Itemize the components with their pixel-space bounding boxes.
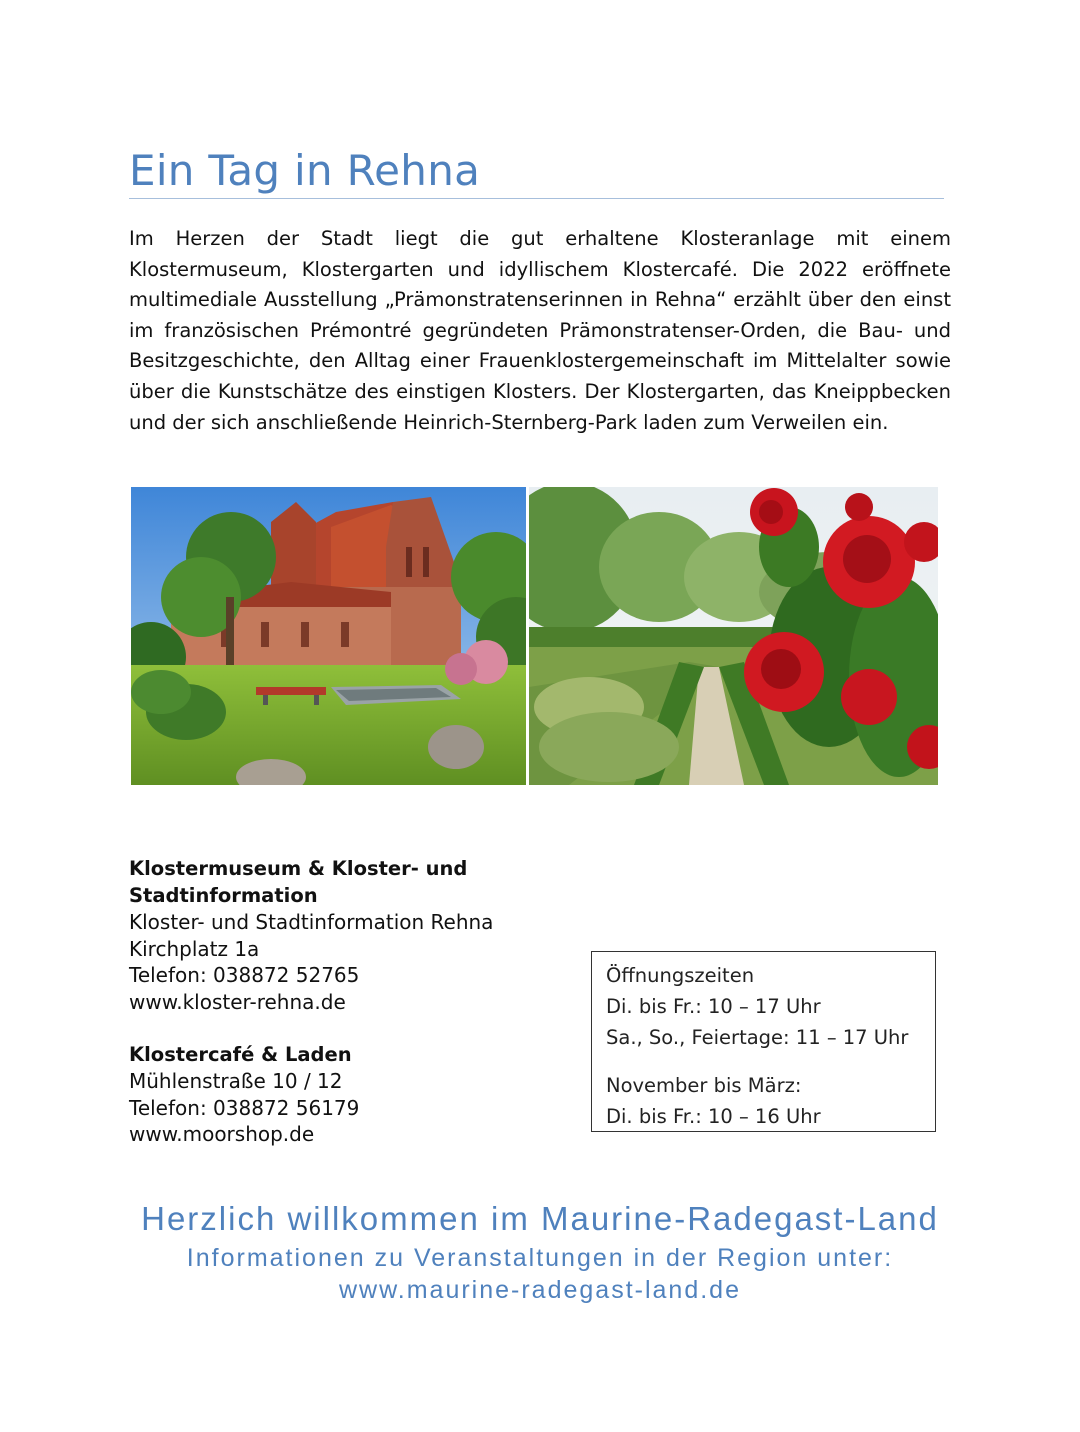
photo-row <box>131 487 938 785</box>
hours-weekend: Sa., So., Feiertage: 11 – 17 Uhr <box>606 1026 909 1049</box>
intro-paragraph: Im Herzen der Stadt liegt die gut erhaltene Klosteranlage mit einem Klostermuseum, Klostergarten und idyllischem Klostercafé. Die 2022 eröffnete multimediale Ausstellung „Prämonstratenserinnen in Rehna“ erzählt über den einst im französischen Prémontré gegründeten Prämonstratenser-Orden, die Bau- und Besitzgeschichte, den Alltag einer Frauenklostergemeinschaft im Mittelalter sowie über die Kunstschätze des einstigen Klosters. Der Klostergarten, das Kneippbecken und der sich anschließende Heinrich-Sternberg-Park laden zum Verweilen ein. <box>129 227 951 434</box>
cafe-phone: Telefon: 038872 56179 <box>129 1095 360 1120</box>
hours-winter-title: November bis März: <box>606 1074 802 1097</box>
museum-website-link[interactable]: www.kloster-rehna.de <box>129 989 346 1014</box>
museum-phone: Telefon: 038872 52765 <box>129 963 360 988</box>
hours-title: Öffnungszeiten <box>606 964 755 987</box>
page-title: Ein Tag in Rehna <box>129 146 481 196</box>
contact-block <box>129 856 649 1148</box>
cafe-heading: Klostercafé & Laden <box>129 1042 352 1066</box>
cafe-address: Mühlenstraße 10 / 12 <box>129 1069 343 1094</box>
opening-hours-box <box>591 951 936 1132</box>
title-divider <box>129 198 944 199</box>
hours-winter-weekdays: Di. bis Fr.: 10 – 16 Uhr <box>606 1105 821 1128</box>
garden-roses-photo <box>529 487 938 785</box>
monastery-photo <box>131 487 526 785</box>
welcome-footer <box>0 1196 1080 1306</box>
museum-heading: Klostermuseum & Kloster- und Stadtinformation <box>129 857 468 907</box>
museum-name: Kloster- und Stadtinformation Rehna <box>129 910 494 935</box>
hours-weekdays: Di. bis Fr.: 10 – 17 Uhr <box>606 995 821 1018</box>
museum-address: Kirchplatz 1a <box>129 936 260 961</box>
cafe-website-link[interactable]: www.moorshop.de <box>129 1122 315 1147</box>
welcome-heading: Herzlich willkommen im Maurine-Radegast-Land <box>141 1200 939 1237</box>
region-website-link[interactable]: www.maurine-radegast-land.de <box>338 1276 741 1304</box>
events-info: Informationen zu Veranstaltungen in der Region unter: <box>186 1244 894 1272</box>
